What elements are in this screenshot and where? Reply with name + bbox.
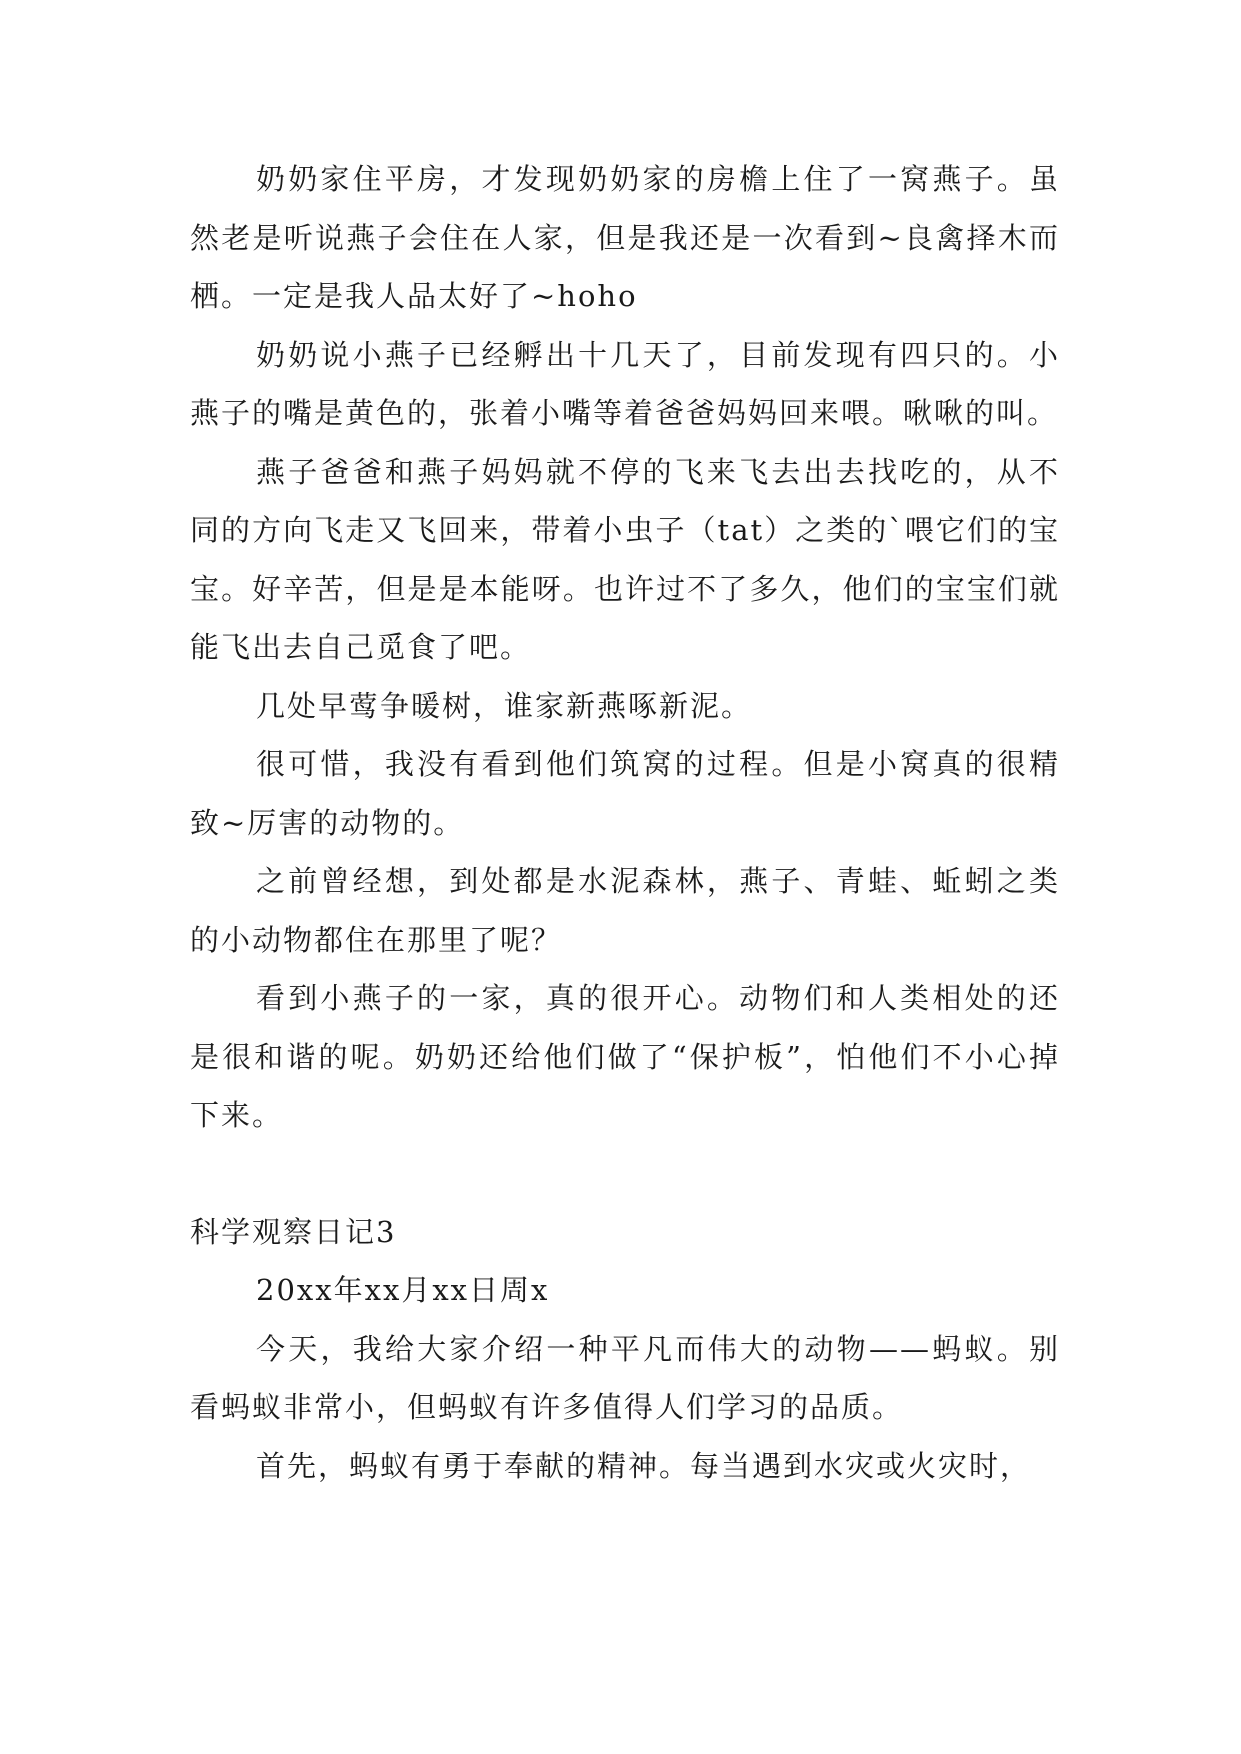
paragraph: 看到小燕子的一家，真的很开心。动物们和人类相处的还是很和谐的呢。奶奶还给他们做了“保护板”，怕他们不小心掉下来。 xyxy=(190,981,1060,1132)
document-page xyxy=(190,150,1060,1495)
paragraph: 之前曾经想，到处都是水泥森林，燕子、青蛙、蚯蚓之类的小动物都住在那里了呢？ xyxy=(190,864,1060,957)
section-gap xyxy=(190,1145,1060,1203)
section-title: 科学观察日记3 xyxy=(190,1214,397,1249)
paragraph: 燕子爸爸和燕子妈妈就不停的飞来飞去出去找吃的，从不同的方向飞走又飞回来，带着小虫子（tat）之类的`喂它们的宝宝。好辛苦，但是是本能呀。也许过不了多久，他们的宝宝们就能飞出去自己觅食了吧。 xyxy=(190,454,1060,664)
paragraph: 奶奶说小燕子已经孵出十几天了，目前发现有四只的。小燕子的嘴是黄色的，张着小嘴等着爸爸妈妈回来喂。啾啾的叫。 xyxy=(190,337,1060,430)
paragraph: 很可惜，我没有看到他们筑窝的过程。但是小窝真的很精致~厉害的动物的。 xyxy=(190,747,1060,840)
diary-date: 20xx年xx月xx日周x xyxy=(256,1273,550,1307)
paragraph: 几处早莺争暖树，谁家新燕啄新泥。 xyxy=(256,688,753,723)
paragraph: 奶奶家住平房，才发现奶奶家的房檐上住了一窝燕子。虽然老是听说燕子会住在人家，但是我还是一次看到~良禽择木而栖。一定是我人品太好了~hoho xyxy=(190,162,1060,313)
paragraph: 首先，蚂蚁有勇于奉献的精神。每当遇到水灾或火灾时， xyxy=(256,1448,1032,1483)
paragraph: 今天，我给大家介绍一种平凡而伟大的动物——蚂蚁。别看蚂蚁非常小，但蚂蚁有许多值得人们学习的品质。 xyxy=(190,1331,1060,1424)
